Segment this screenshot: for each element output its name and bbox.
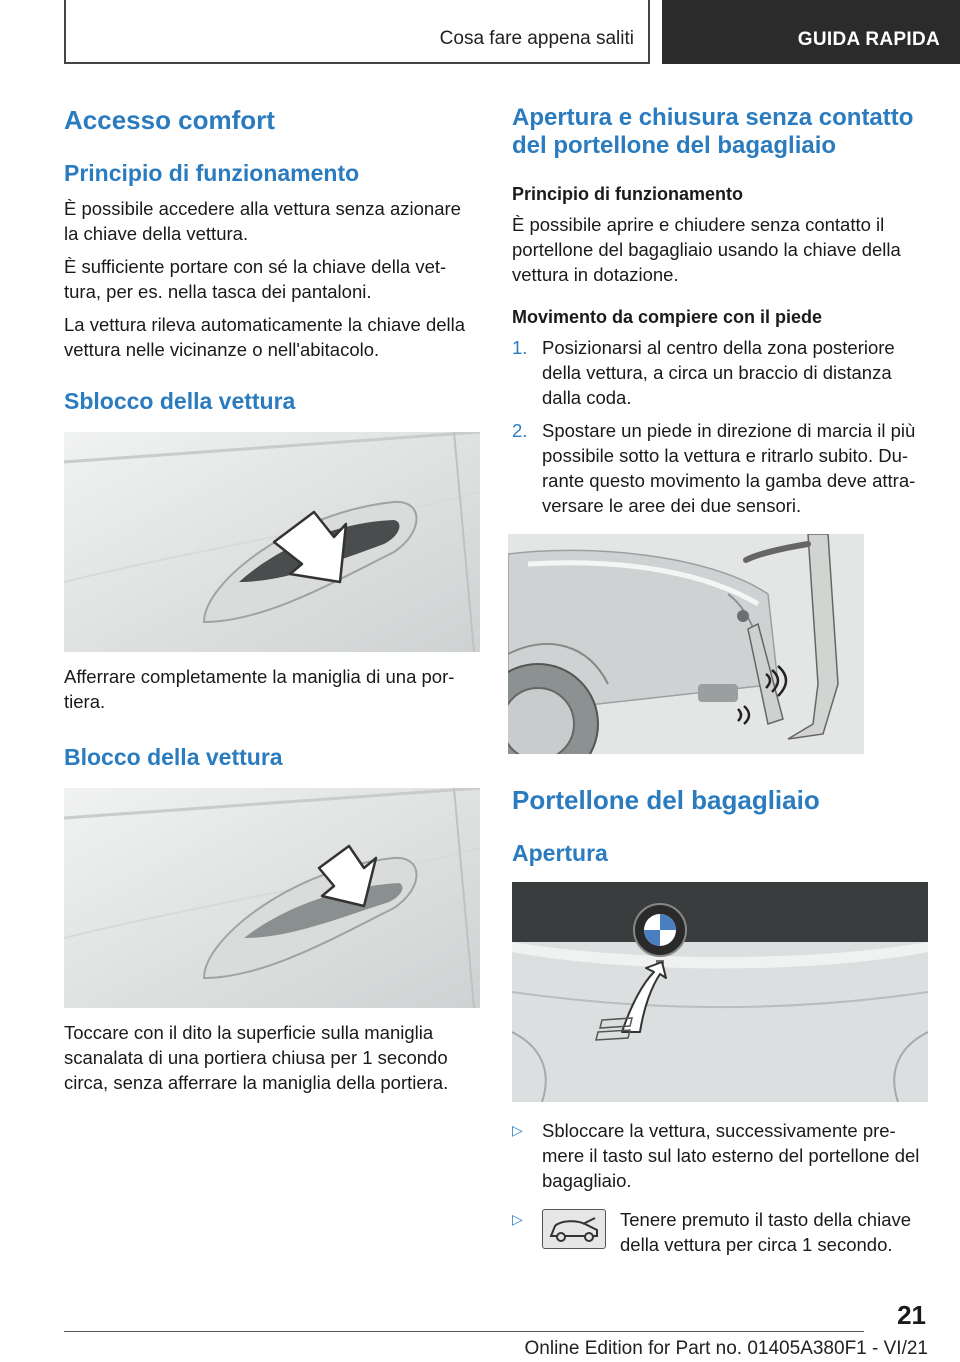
list-item <box>512 1118 928 1193</box>
bullet-text: Sbloccare la vettura, successivamente pre-mere il tasto sul lato esterno del portellone del bagagliaio. <box>542 1120 920 1191</box>
handsfree-title: Apertura e chiusura senza contatto del portellone del bagagliaio <box>512 104 914 159</box>
paragraph-1: È possibile accedere alla vettura senza azionare la chiave della vettura. <box>64 198 461 244</box>
footer-divider <box>64 1331 864 1332</box>
accesso-comfort-title: Accesso comfort <box>64 105 275 135</box>
principle-heading-right: Principio di funzionamento <box>512 184 743 204</box>
foot-kick-figure <box>508 534 864 754</box>
unlock-heading: Sblocco della vettura <box>64 388 296 414</box>
door-handle-unlock-figure <box>64 432 480 652</box>
principle-text-right: È possibile aprire e chiudere senza contatto il portellone del bagagliaio usando la chiave della vettura in dotazione. <box>512 214 901 285</box>
step-item <box>512 335 928 410</box>
step-number: 1. <box>512 337 528 358</box>
movement-heading: Movimento da compiere con il piede <box>512 307 823 327</box>
header-section-box <box>64 0 650 64</box>
movement-steps <box>512 335 928 518</box>
car-trunk-icon <box>542 1209 606 1249</box>
opening-bullets <box>512 1118 928 1257</box>
opening-heading: Apertura <box>512 840 608 866</box>
unlock-caption: Afferrare completamente la maniglia di una por-tiera. <box>64 666 455 712</box>
step-item <box>512 418 928 518</box>
step-text: Posizionarsi al centro della zona posteriore della vettura, a circa un braccio di distanza dalla coda. <box>542 337 895 408</box>
bmw-logo-icon <box>634 904 686 956</box>
paragraph-2: È sufficiente portare con sé la chiave della vet-tura, per es. nella tasca dei pantaloni. <box>64 256 447 302</box>
key-instruction-row <box>542 1207 928 1257</box>
left-column <box>64 100 480 1095</box>
triangle-bullet-icon: ▷ <box>512 1122 523 1138</box>
lock-caption: Toccare con il dito la superficie sulla maniglia scanalata di una portiera chiusa per 1 secondo circa, senza afferrare la maniglia della portiera. <box>64 1022 449 1093</box>
principle-heading-left: Principio di funzionamento <box>64 160 360 186</box>
paragraph-3: La vettura rileva automaticamente la chiave della vettura nelle vicinanze o nell'abitacolo. <box>64 314 466 360</box>
door-handle-lock-figure <box>64 788 480 1008</box>
footer-edition: Online Edition for Part no. 01405A380F1 - VI/21 <box>524 1338 928 1359</box>
lock-heading: Blocco della vettura <box>64 744 283 770</box>
header-tab <box>662 0 960 64</box>
triangle-bullet-icon: ▷ <box>512 1211 523 1227</box>
trunk-heading: Portellone del bagagliaio <box>512 785 820 815</box>
page-header <box>0 0 960 66</box>
header-tab-label: GUIDA RAPIDA <box>797 29 940 50</box>
header-section-title: Cosa fare appena saliti <box>439 28 634 49</box>
right-column <box>512 100 928 1257</box>
trunk-button-figure <box>512 882 928 1102</box>
page-number: 21 <box>897 1300 926 1330</box>
step-number: 2. <box>512 420 528 441</box>
list-item <box>512 1207 928 1257</box>
step-text: Spostare un piede in direzione di marcia il più possibile sotto la vettura e ritrarlo subito. Du-rante questo movimento la gamba deve attra-versare le aree dei due sensori. <box>542 420 916 516</box>
bullet-text: Tenere premuto il tasto della chiave della vettura per circa 1 secondo. <box>620 1209 912 1255</box>
